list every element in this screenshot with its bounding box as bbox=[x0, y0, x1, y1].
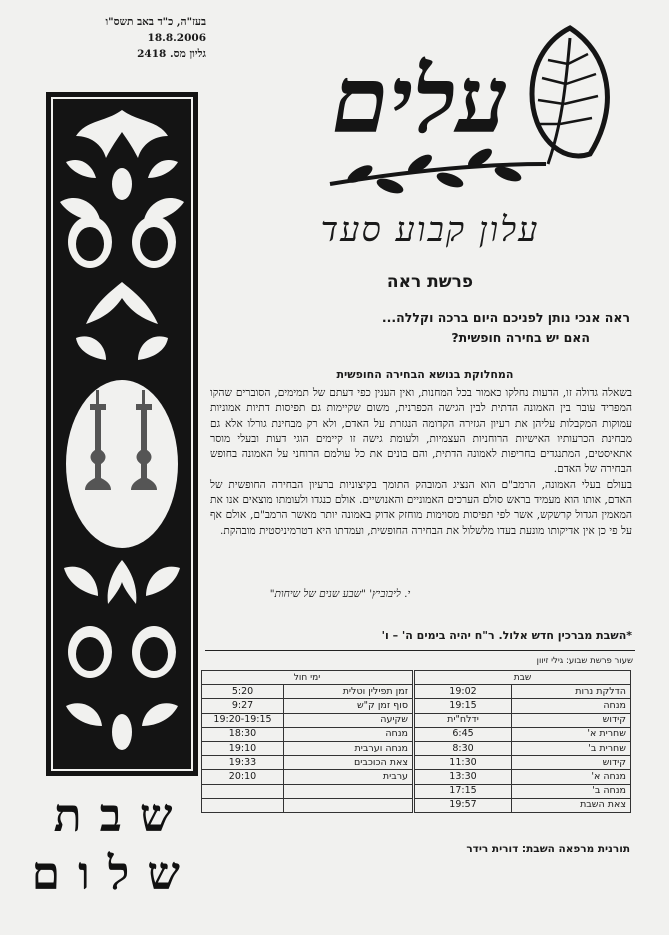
rosh-chodesh-announcement: *השבת מברכין חדש אלול. ר"ח יהיה בימים ה' – ו' bbox=[381, 629, 632, 642]
opening-quote bbox=[220, 308, 630, 348]
table-row bbox=[202, 770, 631, 784]
shabbat-item-label: מנחה bbox=[512, 699, 631, 713]
shabbat-item-time: 13:30 bbox=[415, 770, 512, 784]
shabbat-item-time: 8:30 bbox=[415, 741, 512, 755]
article-body bbox=[210, 386, 632, 539]
logo-text: עלים bbox=[331, 46, 509, 154]
quote-line-2: האם יש בחירה חופשית? bbox=[451, 330, 590, 345]
weekday-item-time: 19:33 bbox=[202, 756, 284, 770]
issue-number: גליון מס. 2418 bbox=[137, 48, 206, 60]
shabbat-item-time: 19:57 bbox=[415, 798, 512, 812]
shabbat-item-label: צאת השבת bbox=[512, 798, 631, 812]
weekday-item-label: סוף זמן ק"ש bbox=[284, 699, 413, 713]
shabbat-header: שבת bbox=[415, 671, 631, 685]
hebrew-date: בעז"ה, כ"ד באב תשס"ו bbox=[105, 16, 206, 28]
gregorian-date: 18.8.2006 bbox=[147, 32, 206, 44]
shabbat-shalom-lettering bbox=[31, 786, 198, 916]
shabbat-item-label: שחרית א' bbox=[512, 727, 631, 741]
weekday-item-time bbox=[202, 798, 284, 812]
shabbat-item-label: מנחה א' bbox=[512, 770, 631, 784]
section-divider bbox=[205, 650, 635, 651]
masthead-subtitle: עלון קבוע סעד bbox=[320, 210, 540, 250]
parasha-title: פרשת ראה bbox=[386, 272, 474, 292]
prayer-times-table bbox=[201, 670, 631, 813]
table-header-row bbox=[202, 671, 631, 685]
weekday-item-label: זמן תפילין וטלית bbox=[284, 685, 413, 699]
shabbat-item-time: 11:30 bbox=[415, 756, 512, 770]
table-row bbox=[202, 784, 631, 798]
table-row bbox=[202, 756, 631, 770]
article-signature: י. ליבוביץ' "שבע שנים של שיחות" bbox=[269, 588, 411, 600]
on-duty-nurse: תורנית מרפאה השבת: דורית רידר bbox=[466, 843, 630, 855]
weekday-item-time bbox=[202, 784, 284, 798]
shabbat-word: שבת bbox=[53, 788, 191, 842]
weekday-item-label bbox=[284, 784, 413, 798]
shabbat-item-label: קידוש bbox=[512, 713, 631, 727]
weekday-item-time: 5:20 bbox=[202, 685, 284, 699]
weekly-shiur: שעור פרשת שבוע: גילי זיוון bbox=[536, 656, 633, 666]
alim-logo bbox=[270, 14, 640, 214]
table-row bbox=[202, 699, 631, 713]
shabbat-item-label: קידוש bbox=[512, 756, 631, 770]
article-paragraph-1: בשאלה גדולה זו, הדעות נחלקו כאמור בכל המחנות, ואין הענין כפי דעתם של תמימים, הסוברים שהקו המפריד עובר בין האמונה הדתית לבין הגישה הכפרנית, משום שקיימות גם תפיסות דתיות אמוניות עמוקות המקבלות עליהן את רעיון הגזירה הקדומה הנגזרת על האדם, ולא רק מבחינת גורלו אלא גם מבחינת הכרעותיו האישיות הרוחניות העצמיות, ולעומת גישה זו קיימים הוגי דעות ובעלי מוסר אתאיסטים, המתנגדים בחריפות לאמונה הדתית, והם בונים את כל עולמם הרוחני על האמונה בחופש הבחירה של האדם. bbox=[210, 387, 632, 476]
issue-meta bbox=[86, 14, 206, 62]
table-row bbox=[202, 741, 631, 755]
table-row bbox=[202, 727, 631, 741]
shabbat-item-time: 19:15 bbox=[415, 699, 512, 713]
shabbat-item-time: 17:15 bbox=[415, 784, 512, 798]
table-row bbox=[202, 685, 631, 699]
shabbat-item-label: שחרית ב' bbox=[512, 741, 631, 755]
weekday-item-label: ערבית bbox=[284, 770, 413, 784]
shabbat-item-time: 6:45 bbox=[415, 727, 512, 741]
shalom-word: שלום bbox=[31, 846, 198, 900]
shabbat-item-label: מנחה ב' bbox=[512, 784, 631, 798]
table-row bbox=[202, 798, 631, 812]
quote-line-1: ראה אנכי נותן לפניכם היום ברכה וקללה... bbox=[381, 310, 630, 325]
shabbat-item-label: הדלקת נרות bbox=[512, 685, 631, 699]
shabbat-item-time: ידלח"ית bbox=[415, 713, 512, 727]
weekday-item-label: מנחה bbox=[284, 727, 413, 741]
weekday-header: ימי חול bbox=[202, 671, 413, 685]
weekday-item-time: 19:20-19:15 bbox=[202, 713, 284, 727]
weekday-item-label bbox=[284, 798, 413, 812]
weekday-item-label: שקיעה bbox=[284, 713, 413, 727]
article-paragraph-2: בעולם בעלי האמונה, הרמב"ם הוא הנציג המובהק התומך בקיצוניות ברעיון הבחירה החופשית של האדם, אותו הוא מעמיד בראש סולם הערכים האמוניים והאנושיים. אולם כנגדו ולעומתו מוצאים אנו את המאמין הגדול קרשקש, אשר לפי תפיסות מסוימות מוחזק אדוק באמונה יותר מאשר הרמב"ם, אולם אף על פי כן אין אדיקותו מונעת בעדו מלשלול את הבחירה החופשית, ועמדתו היא דטרמיניסטית מובהקת. bbox=[210, 478, 632, 537]
table-row bbox=[202, 713, 631, 727]
shabbat-item-time: 19:02 bbox=[415, 685, 512, 699]
weekday-item-label: צאת הכוכבים bbox=[284, 756, 413, 770]
weekday-item-time: 19:10 bbox=[202, 741, 284, 755]
weekday-item-time: 20:10 bbox=[202, 770, 284, 784]
decorative-papercut-strip bbox=[46, 92, 198, 776]
weekday-item-time: 18:30 bbox=[202, 727, 284, 741]
weekday-item-time: 9:27 bbox=[202, 699, 284, 713]
article-title: המחלוקת בנושא הבחירה החופשית bbox=[336, 368, 514, 381]
weekday-item-label: מנחה וערבית bbox=[284, 741, 413, 755]
